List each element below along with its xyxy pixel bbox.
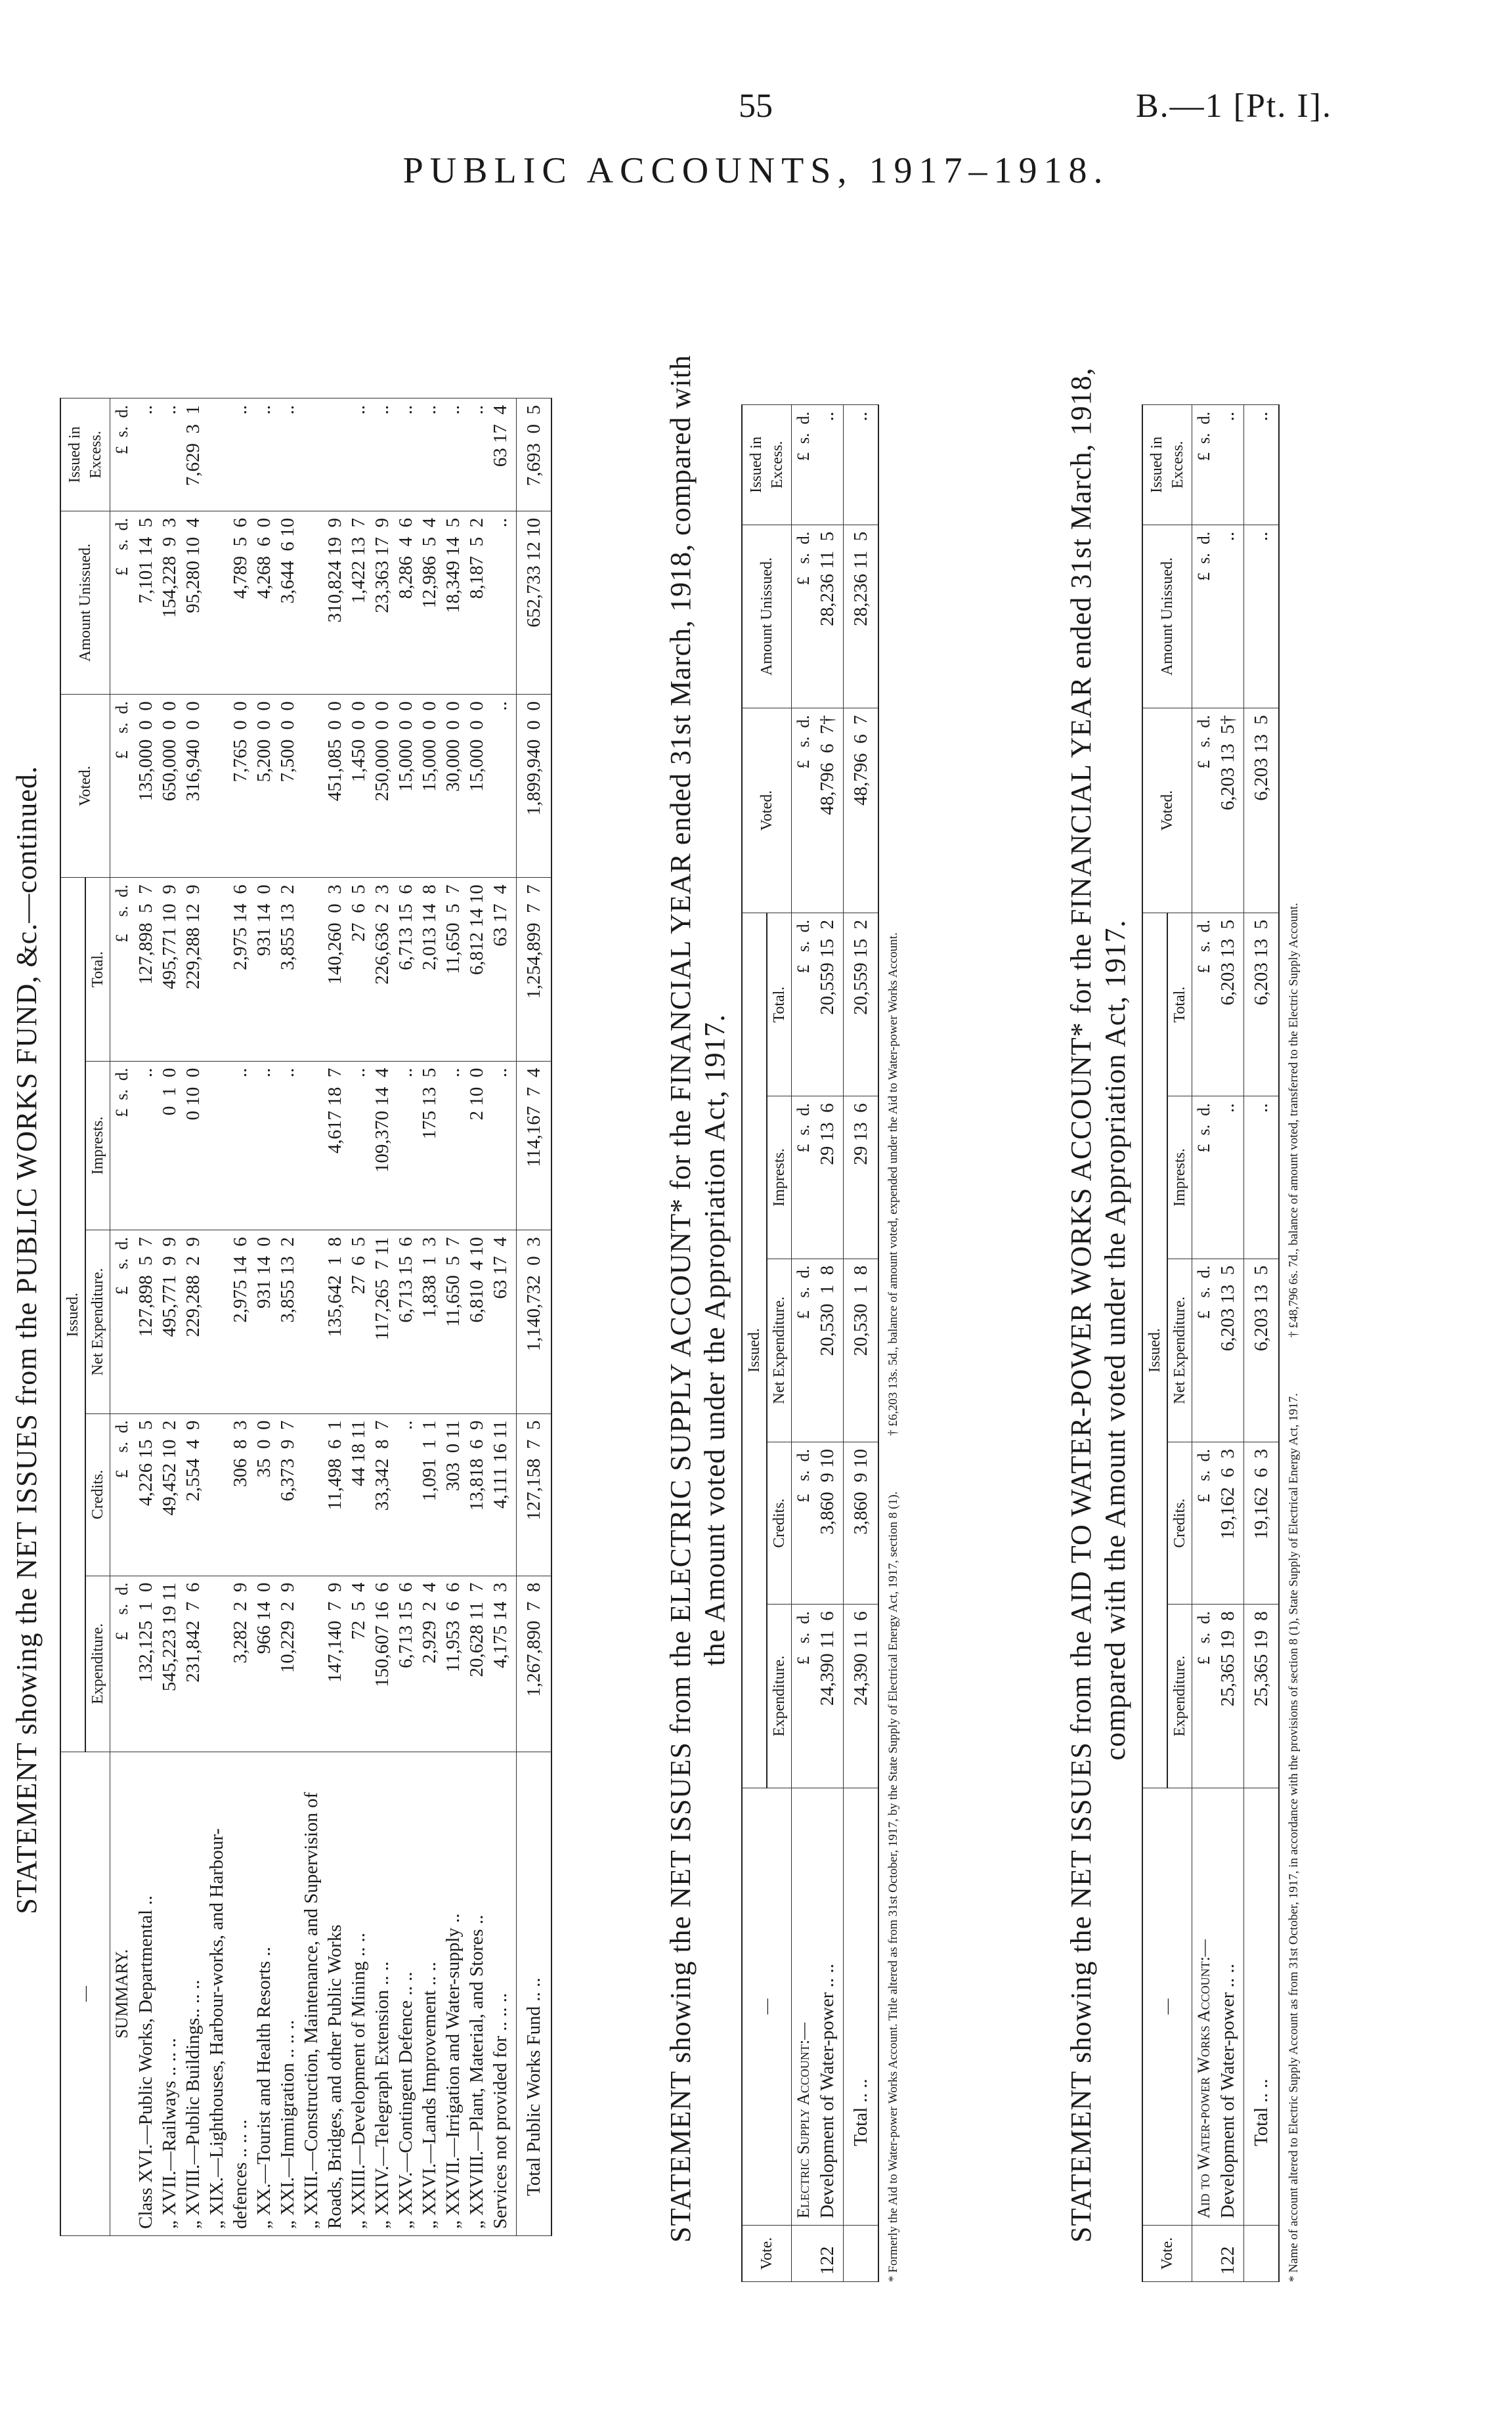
electric-supply-statement xyxy=(664,247,901,2433)
amount-cell: 11,953 6 6 xyxy=(441,1576,465,1752)
amount-cell xyxy=(299,511,323,694)
amount-cell: 4,111 16 11 xyxy=(488,1413,517,1576)
amount-cell xyxy=(299,878,323,1061)
amount-cell: 72 5 4 xyxy=(347,1576,370,1752)
amount-cell: 150,607 16 6 xyxy=(370,1576,394,1752)
statement-subheading: compared with the Amount voted under the Appropriation Act, 1917. xyxy=(1099,919,1131,1761)
amount-cell: 15,000 0 0 xyxy=(418,695,441,878)
total-header: Total. xyxy=(1167,913,1192,1096)
imprests-header: Imprests. xyxy=(85,1061,110,1230)
amount-cell: 3,644 6 10 xyxy=(276,511,299,694)
amount-cell xyxy=(299,1061,323,1230)
amount-cell: 95,280 10 4 xyxy=(181,511,205,694)
vote-header: Vote. xyxy=(1142,2226,1192,2282)
amount-unissued-header: Amount Unissued. xyxy=(1142,525,1192,708)
amount-cell: .. xyxy=(488,511,517,694)
table-row xyxy=(394,399,418,2236)
amount-cell xyxy=(205,511,228,694)
amount-cell: 11,498 6 1 xyxy=(323,1413,347,1576)
amount-cell: 2,013 14 8 xyxy=(418,878,441,1061)
amount-cell: 250,000 0 0 xyxy=(370,695,394,878)
electric-supply-table xyxy=(741,404,879,2282)
issued-header: Issued. xyxy=(1142,913,1167,1788)
expenditure-header: Expenditure. xyxy=(85,1576,110,1752)
total-amount-cell: 28,236 11 5 xyxy=(844,525,879,708)
total-amount-cell: 114,167 7 4 xyxy=(517,1061,552,1230)
footnote: * Formerly the Aid to Water-power Works Account. Title altered as from 31st October, 1917, by the State Supply of Electrical Energy Act, 1917, section 8 (1). xyxy=(886,1491,900,2282)
page-header xyxy=(0,0,1512,197)
table-row xyxy=(815,405,844,2282)
amount-cell: .. xyxy=(1216,525,1244,708)
amount-cell: .. xyxy=(488,695,517,878)
amount-cell: 20,559 15 2 xyxy=(815,913,844,1096)
amount-cell: 30,000 0 0 xyxy=(441,695,465,878)
amount-cell: 25,365 19 8 xyxy=(1216,1605,1244,1788)
issued-in-excess-header: Issued in Excess. xyxy=(742,405,792,525)
amount-cell xyxy=(205,1230,228,1413)
amount-cell: 147,140 7 9 xyxy=(323,1576,347,1752)
table-body xyxy=(110,399,552,2236)
amount-cell: .. xyxy=(252,399,276,511)
amount-cell: 29 13 6 xyxy=(815,1096,844,1259)
amount-cell: .. xyxy=(276,1061,299,1230)
unit-label: £ s. d. xyxy=(110,1576,135,1752)
amount-cell: 931 14 0 xyxy=(252,1230,276,1413)
amount-cell: .. xyxy=(465,399,488,511)
amount-cell: 135,642 1 8 xyxy=(323,1230,347,1413)
rotated-page-body xyxy=(1,247,1448,2433)
table-row xyxy=(1216,405,1244,2282)
total-amount-cell: 3,860 9 10 xyxy=(844,1442,879,1605)
amount-cell: 4,226 15 5 xyxy=(134,1413,158,1576)
statement-heading: STATEMENT showing the NET ISSUES from the AID TO WATER-POWER WORKS ACCOUNT* for the FINANCIAL YEAR ended 31st March, 1918, xyxy=(1065,367,1097,2243)
account-name: Electric Supply Account:— xyxy=(792,1788,816,2225)
table-row xyxy=(465,399,488,2236)
footnote: † £48,796 6s. 7d., balance of amount voted, transferred to the Electric Supply Account. xyxy=(1287,903,1301,1338)
aid-to-water-power-table xyxy=(1142,404,1280,2282)
total-amount-cell: 652,733 12 10 xyxy=(517,511,552,694)
amount-cell: 4,268 6 0 xyxy=(252,511,276,694)
amount-cell: 35 0 0 xyxy=(252,1413,276,1576)
amount-cell xyxy=(299,1230,323,1413)
row-description: „ XXIV.—Telegraph Extension .. .. xyxy=(370,1752,394,2236)
total-amount-cell: 19,162 6 3 xyxy=(1244,1442,1280,1605)
row-description: „ XXVI.—Lands Improvement .. .. xyxy=(418,1752,441,2236)
amount-cell: 3,855 13 2 xyxy=(276,878,299,1061)
amount-cell: 20,628 11 7 xyxy=(465,1576,488,1752)
amount-cell: 495,771 9 9 xyxy=(158,1230,181,1413)
unit-label: £ s. d. xyxy=(792,525,816,708)
public-works-fund-statement xyxy=(1,247,552,2433)
amount-cell: 140,260 0 3 xyxy=(323,878,347,1061)
total-amount-cell: .. xyxy=(844,405,879,525)
amount-cell: 23,363 17 9 xyxy=(370,511,394,694)
amount-cell: 226,636 2 3 xyxy=(370,878,394,1061)
total-amount-cell: .. xyxy=(1244,405,1280,525)
table-row xyxy=(299,399,323,2236)
amount-cell: 135,000 0 0 xyxy=(134,695,158,878)
amount-cell: 15,000 0 0 xyxy=(465,695,488,878)
amount-cell: 7,101 14 5 xyxy=(134,511,158,694)
row-description: „ XXI.—Immigration .. .. .. xyxy=(276,1752,299,2236)
table-row xyxy=(228,399,252,2236)
net-expenditure-header: Net Expenditure. xyxy=(85,1230,110,1413)
description-header: — xyxy=(1142,1788,1192,2225)
amount-cell: 931 14 0 xyxy=(252,878,276,1061)
public-works-fund-table xyxy=(60,398,552,2236)
expenditure-header: Expenditure. xyxy=(767,1605,792,1788)
amount-cell: .. xyxy=(488,1061,517,1230)
unit-label: £ s. d. xyxy=(110,695,135,878)
amount-cell: 1,422 13 7 xyxy=(347,511,370,694)
statement-subheading: the Amount voted under the Appropriation Act, 1917. xyxy=(699,1014,731,1666)
footnote: * Name of account altered to Electric Supply Account as from 31st October, 1917, in accordance with the provisions of section 8 (1), State Supply of Electrical Energy Act, 1917. xyxy=(1287,1393,1301,2282)
net-expenditure-header: Net Expenditure. xyxy=(1167,1259,1192,1442)
amount-cell: 231,842 7 6 xyxy=(181,1576,205,1752)
row-description: „ XVIII.—Public Buildings.. .. .. xyxy=(181,1752,205,2236)
amount-cell xyxy=(323,399,347,511)
page-number: 55 xyxy=(739,87,773,125)
unit-label: £ s. d. xyxy=(1192,1442,1217,1605)
amount-cell: 6,203 13 5 xyxy=(1216,1259,1244,1442)
row-description: Development of Water-power .. .. xyxy=(815,1788,844,2225)
amount-cell: 1,838 1 3 xyxy=(418,1230,441,1413)
amount-cell xyxy=(205,399,228,511)
unit-label: £ s. d. xyxy=(1192,708,1217,913)
amount-cell: .. xyxy=(347,399,370,511)
amount-cell xyxy=(299,695,323,878)
amount-cell: 2,929 2 4 xyxy=(418,1576,441,1752)
amount-cell: 154,228 9 3 xyxy=(158,511,181,694)
unit-label: £ s. d. xyxy=(1192,913,1217,1096)
row-description: „ XXII.—Construction, Maintenance, and Supervision of xyxy=(299,1752,323,2236)
voted-header: Voted. xyxy=(60,695,110,878)
total-amount-cell: 6,203 13 5 xyxy=(1244,708,1280,913)
total-label: Total .. .. xyxy=(844,1788,879,2225)
amount-cell xyxy=(205,1413,228,1576)
amount-cell: 127,898 5 7 xyxy=(134,1230,158,1413)
amount-cell: 27 6 5 xyxy=(347,878,370,1061)
summary-label: SUMMARY. xyxy=(110,1752,135,2236)
amount-cell xyxy=(205,1061,228,1230)
amount-cell: .. xyxy=(394,399,418,511)
amount-cell: 6,713 15 6 xyxy=(394,878,418,1061)
amount-cell: .. xyxy=(441,1061,465,1230)
amount-cell: 63 17 4 xyxy=(488,1230,517,1413)
imprests-header: Imprests. xyxy=(767,1096,792,1259)
amount-cell: 49,452 10 2 xyxy=(158,1413,181,1576)
total-amount-cell: 24,390 11 6 xyxy=(844,1605,879,1788)
amount-cell: 175 13 5 xyxy=(418,1061,441,1230)
total-amount-cell: 1,899,940 0 0 xyxy=(517,695,552,878)
amount-cell: 3,860 9 10 xyxy=(815,1442,844,1605)
amount-cell: 109,370 14 4 xyxy=(370,1061,394,1230)
amount-cell: 229,288 2 9 xyxy=(181,1230,205,1413)
row-description: „ XXVIII.—Plant, Material, and Stores .. xyxy=(465,1752,488,2236)
total-amount-cell: 25,365 19 8 xyxy=(1244,1605,1280,1788)
issued-in-excess-header: Issued in Excess. xyxy=(1142,405,1192,525)
amount-cell: 316,940 0 0 xyxy=(181,695,205,878)
amount-cell: 7,629 3 1 xyxy=(181,399,205,511)
amount-cell: 1,091 1 1 xyxy=(418,1413,441,1576)
issued-header: Issued. xyxy=(60,878,85,1752)
table-row xyxy=(488,399,517,2236)
amount-cell: 3,282 2 9 xyxy=(228,1576,252,1752)
amount-cell: 11,650 5 7 xyxy=(441,878,465,1061)
net-expenditure-header: Net Expenditure. xyxy=(767,1259,792,1442)
aid-to-water-power-statement xyxy=(1064,247,1302,2433)
amount-cell: .. xyxy=(441,399,465,511)
vote-number: 122 xyxy=(815,2226,844,2282)
total-amount-cell: 20,530 1 8 xyxy=(844,1259,879,1442)
row-description: „ XXVII.—Irrigation and Water-supply .. xyxy=(441,1752,465,2236)
amount-cell: 6,373 9 7 xyxy=(276,1413,299,1576)
amount-cell: 8,187 5 2 xyxy=(465,511,488,694)
amount-cell: .. xyxy=(1216,405,1244,525)
amount-cell: 63 17 4 xyxy=(488,878,517,1061)
footnotes xyxy=(1286,404,1302,2282)
table-row xyxy=(347,399,370,2236)
total-amount-cell: 48,796 6 7 xyxy=(844,708,879,913)
amount-cell: 4,789 5 6 xyxy=(228,511,252,694)
unit-label: £ s. d. xyxy=(1192,1096,1217,1259)
credits-header: Credits. xyxy=(85,1413,110,1576)
expenditure-header: Expenditure. xyxy=(1167,1605,1192,1788)
total-amount-cell: 1,140,732 0 3 xyxy=(517,1230,552,1413)
amount-cell xyxy=(205,695,228,878)
amount-cell: 8,286 4 6 xyxy=(394,511,418,694)
amount-cell: 303 0 11 xyxy=(441,1413,465,1576)
total-amount-cell: 20,559 15 2 xyxy=(844,913,879,1096)
amount-cell: 10,229 2 9 xyxy=(276,1576,299,1752)
amount-cell: 20,530 1 8 xyxy=(815,1259,844,1442)
amount-cell: 6,713 15 6 xyxy=(394,1230,418,1413)
amount-cell: .. xyxy=(228,399,252,511)
footnote: † £6,203 13s. 5d., balance of amount voted, expended under the Aid to Water-power Works Account. xyxy=(886,932,900,1436)
voted-header: Voted. xyxy=(742,708,792,913)
amount-cell: 0 10 0 xyxy=(181,1061,205,1230)
unit-label: £ s. d. xyxy=(1192,1259,1217,1442)
total-header: Total. xyxy=(767,913,792,1096)
amount-cell: 306 8 3 xyxy=(228,1413,252,1576)
row-description: Class XVI.—Public Works, Departmental .. xyxy=(134,1752,158,2236)
units-row xyxy=(110,399,135,2236)
total-amount-cell: .. xyxy=(1244,525,1280,708)
amount-cell: 966 14 0 xyxy=(252,1576,276,1752)
unit-label: £ s. d. xyxy=(792,1605,816,1788)
table-row xyxy=(205,399,228,2236)
amount-cell: .. xyxy=(347,1061,370,1230)
table-row xyxy=(441,399,465,2236)
total-row xyxy=(517,399,552,2236)
amount-cell: 1,450 0 0 xyxy=(347,695,370,878)
table-row xyxy=(134,399,158,2236)
table-row xyxy=(252,399,276,2236)
units-row xyxy=(1192,405,1217,2282)
row-description: „ XIX.—Lighthouses, Harbour-works, and Harbour- xyxy=(205,1752,228,2236)
row-description: „ XXIII.—Development of Mining .. .. xyxy=(347,1752,370,2236)
unit-label: £ s. d. xyxy=(110,1061,135,1230)
total-amount-cell: 127,158 7 5 xyxy=(517,1413,552,1576)
unit-label: £ s. d. xyxy=(1192,405,1217,525)
amount-cell: 11,650 5 7 xyxy=(441,1230,465,1413)
amount-cell: 451,085 0 0 xyxy=(323,695,347,878)
total-row xyxy=(844,405,879,2282)
amount-cell: 229,288 12 9 xyxy=(181,878,205,1061)
amount-cell: 15,000 0 0 xyxy=(394,695,418,878)
total-row xyxy=(1244,405,1280,2282)
total-amount-cell: .. xyxy=(1244,1096,1280,1259)
row-description: Roads, Bridges, and other Public Works xyxy=(323,1752,347,2236)
amount-unissued-header: Amount Unissued. xyxy=(60,511,110,694)
amount-cell xyxy=(205,1576,228,1752)
amount-cell: .. xyxy=(276,399,299,511)
total-amount-cell: 7,693 0 5 xyxy=(517,399,552,511)
row-description: „ XXV.—Contingent Defence .. .. xyxy=(394,1752,418,2236)
amount-cell: .. xyxy=(158,399,181,511)
amount-cell: 6,810 4 10 xyxy=(465,1230,488,1413)
credits-header: Credits. xyxy=(1167,1442,1192,1605)
unit-label: £ s. d. xyxy=(792,405,816,525)
amount-unissued-header: Amount Unissued. xyxy=(742,525,792,708)
amount-cell: .. xyxy=(134,399,158,511)
amount-cell: 7,500 0 0 xyxy=(276,695,299,878)
amount-cell xyxy=(299,399,323,511)
amount-cell: 2,554 4 9 xyxy=(181,1413,205,1576)
amount-cell: .. xyxy=(134,1061,158,1230)
amount-cell: 44 18 11 xyxy=(347,1413,370,1576)
unit-label: £ s. d. xyxy=(110,1230,135,1413)
total-amount-cell: 1,254,899 7 7 xyxy=(517,878,552,1061)
amount-cell: .. xyxy=(1216,1096,1244,1259)
voted-header: Voted. xyxy=(1142,708,1192,913)
imprests-header: Imprests. xyxy=(1167,1096,1192,1259)
total-amount-cell: 1,267,890 7 8 xyxy=(517,1576,552,1752)
amount-cell: 48,796 6 7† xyxy=(815,708,844,913)
table-row xyxy=(370,399,394,2236)
table-row xyxy=(181,399,205,2236)
total-label: Total Public Works Fund .. .. xyxy=(517,1752,552,2236)
total-amount-cell: 6,203 13 5 xyxy=(1244,1259,1280,1442)
amount-cell: 4,175 14 3 xyxy=(488,1576,517,1752)
amount-cell: 117,265 7 11 xyxy=(370,1230,394,1413)
table-row xyxy=(276,399,299,2236)
credits-header: Credits. xyxy=(767,1442,792,1605)
row-description: „ XX.—Tourist and Health Resorts .. xyxy=(252,1752,276,2236)
amount-cell: 12,986 5 4 xyxy=(418,511,441,694)
amount-cell: .. xyxy=(228,1061,252,1230)
amount-cell xyxy=(299,1413,323,1576)
total-label: Total .. .. xyxy=(1244,1788,1280,2225)
row-description: Development of Water-power .. .. xyxy=(1216,1788,1244,2225)
unit-label: £ s. d. xyxy=(110,878,135,1061)
amount-cell: 495,771 10 9 xyxy=(158,878,181,1061)
unit-label: £ s. d. xyxy=(792,1096,816,1259)
amount-cell: 27 6 5 xyxy=(347,1230,370,1413)
description-header: — xyxy=(60,1752,110,2236)
amount-cell: 650,000 0 0 xyxy=(158,695,181,878)
amount-cell: 2 10 0 xyxy=(465,1061,488,1230)
total-header: Total. xyxy=(85,878,110,1061)
amount-cell: 24,390 11 6 xyxy=(815,1605,844,1788)
amount-cell: 2,975 14 6 xyxy=(228,878,252,1061)
amount-cell: .. xyxy=(815,405,844,525)
amount-cell: 6,203 13 5 xyxy=(1216,913,1244,1096)
amount-cell: .. xyxy=(252,1061,276,1230)
issued-in-excess-header: Issued in Excess. xyxy=(60,399,110,511)
amount-cell: .. xyxy=(370,399,394,511)
unit-label: £ s. d. xyxy=(792,913,816,1096)
issued-header: Issued. xyxy=(742,913,767,1788)
statement-heading: STATEMENT showing the NET ISSUES from the PUBLIC WORKS FUND, &c.—continued. xyxy=(11,765,43,1914)
amount-cell: 33,342 8 7 xyxy=(370,1413,394,1576)
amount-cell: 132,125 1 0 xyxy=(134,1576,158,1752)
amount-cell: .. xyxy=(394,1061,418,1230)
document-reference: B.—1 [Pt. I]. xyxy=(1136,87,1332,125)
amount-cell: 310,824 19 9 xyxy=(323,511,347,694)
statement-heading: STATEMENT showing the NET ISSUES from the ELECTRIC SUPPLY ACCOUNT* for the FINANCIAL YEAR ended 31st March, 1918, compared with xyxy=(664,355,697,2243)
row-description: „ XVII.—Railways .. .. .. xyxy=(158,1752,181,2236)
footnotes xyxy=(886,404,901,2282)
amount-cell: .. xyxy=(418,399,441,511)
vote-number: 122 xyxy=(1216,2226,1244,2282)
amount-cell: 127,898 5 7 xyxy=(134,878,158,1061)
amount-cell: 6,203 13 5† xyxy=(1216,708,1244,913)
row-description: Services not provided for .. .. .. xyxy=(488,1752,517,2236)
amount-cell: 6,713 15 6 xyxy=(394,1576,418,1752)
unit-label: £ s. d. xyxy=(792,1442,816,1605)
amount-cell: 0 1 0 xyxy=(158,1061,181,1230)
unit-label: £ s. d. xyxy=(110,399,135,511)
unit-label: £ s. d. xyxy=(1192,1605,1217,1788)
amount-cell: 63 17 4 xyxy=(488,399,517,511)
amount-cell: 28,236 11 5 xyxy=(815,525,844,708)
account-name: Aid to Water-power Works Account:— xyxy=(1192,1788,1217,2225)
page-title: PUBLIC ACCOUNTS, 1917–1918. xyxy=(402,150,1110,191)
total-amount-cell: 29 13 6 xyxy=(844,1096,879,1259)
units-row xyxy=(792,405,816,2282)
amount-cell: 13,818 6 9 xyxy=(465,1413,488,1576)
amount-cell xyxy=(299,1576,323,1752)
vote-header: Vote. xyxy=(742,2226,792,2282)
unit-label: £ s. d. xyxy=(110,511,135,694)
table-row xyxy=(418,399,441,2236)
table-body xyxy=(1192,405,1280,2282)
amount-cell: .. xyxy=(394,1413,418,1576)
unit-label: £ s. d. xyxy=(1192,525,1217,708)
amount-cell: 5,200 0 0 xyxy=(252,695,276,878)
amount-cell: 18,349 14 5 xyxy=(441,511,465,694)
amount-cell: 7,765 0 0 xyxy=(228,695,252,878)
table-row xyxy=(158,399,181,2236)
amount-cell: 19,162 6 3 xyxy=(1216,1442,1244,1605)
amount-cell: 4,617 18 7 xyxy=(323,1061,347,1230)
amount-cell: 2,975 14 6 xyxy=(228,1230,252,1413)
table-body xyxy=(792,405,879,2282)
unit-label: £ s. d. xyxy=(792,708,816,913)
description-header: — xyxy=(742,1788,792,2225)
amount-cell xyxy=(205,878,228,1061)
unit-label: £ s. d. xyxy=(110,1413,135,1576)
amount-cell: 6,812 14 10 xyxy=(465,878,488,1061)
total-amount-cell: 6,203 13 5 xyxy=(1244,913,1280,1096)
table-row xyxy=(323,399,347,2236)
unit-label: £ s. d. xyxy=(792,1259,816,1442)
row-description: defences .. .. .. xyxy=(228,1752,252,2236)
amount-cell: 545,223 19 11 xyxy=(158,1576,181,1752)
amount-cell: 3,855 13 2 xyxy=(276,1230,299,1413)
